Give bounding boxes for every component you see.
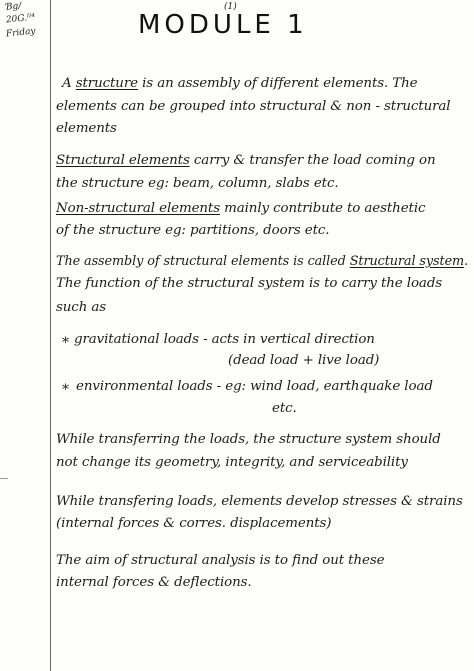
- corner-note-day: Friday: [5, 26, 37, 40]
- bullet2-line2: etc.: [272, 401, 297, 416]
- term-structural-elements: Structural elements: [56, 153, 190, 168]
- term-structure: structure: [75, 76, 138, 91]
- page-number: (1): [224, 2, 237, 12]
- para2-line2: the structure eg: beam, column, slabs etc.: [56, 176, 339, 191]
- bullet1-line2: (dead load + live load): [228, 353, 380, 368]
- para4-line3: such as: [56, 300, 107, 315]
- para4-line2: The function of the structural system is to carry the loads: [56, 276, 443, 291]
- para4-a: The assembly of structural elements is called: [56, 254, 350, 269]
- para7-line2: internal forces & deflections.: [56, 575, 252, 590]
- para3-line2: of the structure eg: partitions, doors etc.: [56, 223, 330, 238]
- para7-line1: The aim of structural analysis is to find out these: [56, 553, 385, 568]
- para1-c: is an assembly of different elements. The: [137, 76, 418, 91]
- term-non-structural-elements: Non-structural elements: [56, 201, 220, 216]
- corner-note-date: 20G.ᴵᴵ⁴: [5, 12, 36, 26]
- para3-rest: mainly contribute to aesthetic: [219, 201, 426, 216]
- margin-line: [50, 0, 51, 671]
- term-structural-system: Structural system: [349, 254, 465, 269]
- para4-line1: [56, 254, 468, 269]
- para5-line1: While transferring the loads, the structure system should: [56, 432, 441, 447]
- bullet-star-1: *: [62, 335, 69, 351]
- corner-note-1: Ɓg/: [5, 1, 22, 13]
- para3-line1: [56, 201, 425, 216]
- para6-line1: While transfering loads, elements develop stresses & strains: [56, 494, 463, 509]
- fold-mark: [0, 478, 8, 479]
- para1-line2: elements can be grouped into structural & non - structural: [56, 99, 451, 114]
- para2-line1: [56, 153, 436, 168]
- para1-line3: elements: [56, 121, 117, 136]
- page-title: MODULE 1: [138, 10, 308, 40]
- para6-line2: (internal forces & corres. displacements): [56, 516, 332, 531]
- para5-line2: not change its geometry, integrity, and serviceability: [56, 455, 408, 470]
- bullet2-line1: environmental loads - eg: wind load, earthquake load: [76, 379, 433, 394]
- para4-c: .: [464, 254, 469, 269]
- para1-a: A: [62, 76, 76, 91]
- para2-rest: carry & transfer the load coming on: [189, 153, 436, 168]
- bullet1-line1: gravitational loads - acts in vertical direction: [74, 332, 375, 347]
- para1-line1: [62, 76, 418, 91]
- bullet-star-2: *: [62, 382, 69, 398]
